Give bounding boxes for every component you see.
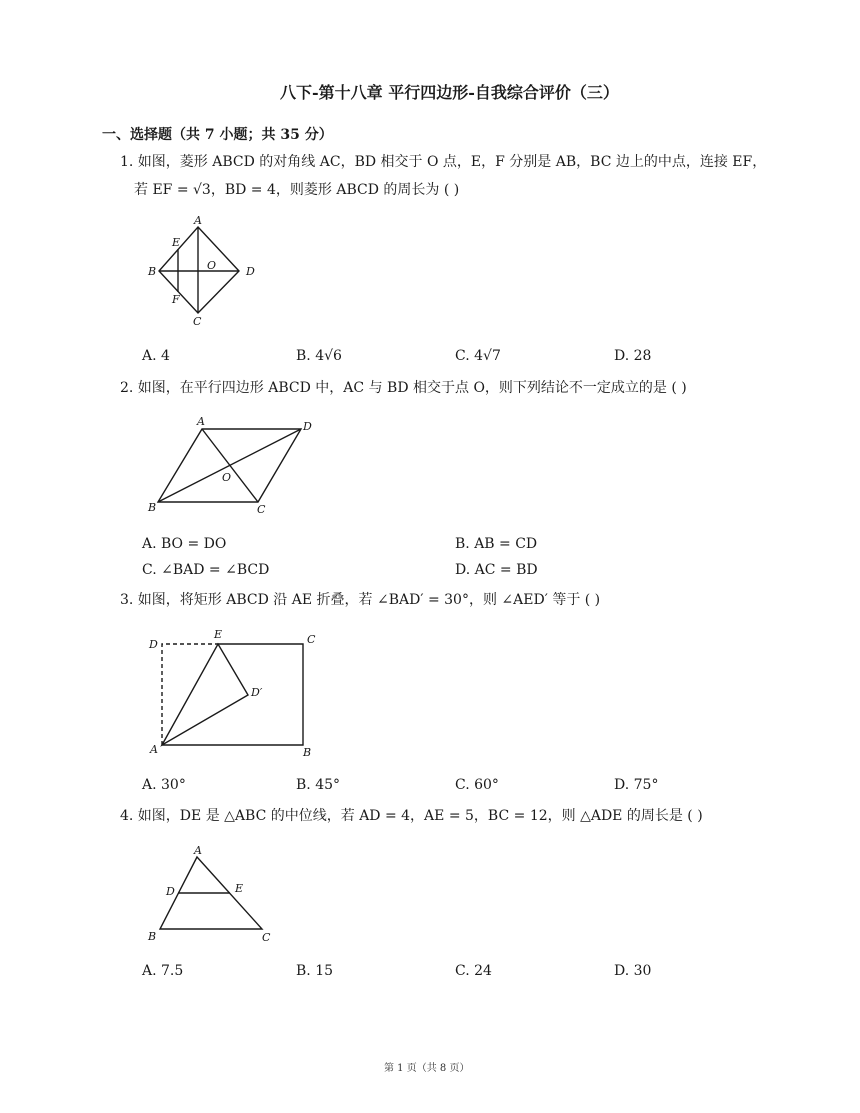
label-a: A: [150, 743, 158, 756]
question-4-text: 4. 如图，DE 是 △ABC 的中位线，若 AD = 4，AE = 5，BC = 12，则 △ADE 的周长是 ( ): [120, 808, 703, 824]
label-f: F: [172, 293, 180, 306]
label-b: B: [303, 746, 312, 759]
label-d-prime: D′: [251, 686, 263, 699]
rectangle-remaining: [162, 644, 303, 745]
question-1-option-c[interactable]: C. 4√7: [455, 348, 501, 364]
question-2-option-a[interactable]: A. BO = DO: [142, 536, 227, 552]
label-b: B: [148, 265, 157, 278]
page-footer: 第 1 页（共 8 页）: [384, 1063, 470, 1074]
question-2-figure: [140, 410, 330, 520]
question-3-text: 3. 如图，将矩形 ABCD 沿 AE 折叠，若 ∠BAD′ = 30°，则 ∠AED′ 等于 ( ): [120, 592, 601, 608]
label-a: A: [194, 844, 202, 857]
label-c: C: [262, 931, 271, 944]
question-3-option-d[interactable]: D. 75°: [614, 777, 659, 793]
question-3-figure: [140, 624, 330, 759]
question-1-option-d[interactable]: D. 28: [614, 348, 652, 364]
question-1-option-a[interactable]: A. 4: [142, 348, 170, 364]
question-4-option-b[interactable]: B. 15: [296, 963, 334, 979]
question-1-option-b[interactable]: B. 4√6: [296, 348, 342, 364]
question-4-figure: [140, 842, 290, 947]
question-4-option-c[interactable]: C. 24: [455, 963, 492, 979]
question-1-text-line1: 1. 如图，菱形 ABCD 的对角线 AC，BD 相交于 O 点，E，F 分别是 AB，BC 边上的中点，连接 EF，: [120, 154, 767, 170]
question-2-option-d[interactable]: D. AC = BD: [455, 562, 538, 578]
question-2-option-c[interactable]: C. ∠BAD = ∠BCD: [142, 562, 270, 578]
section-heading: 一、选择题（共 7 小题；共 35 分）: [102, 127, 333, 143]
label-o: O: [207, 259, 217, 272]
question-3-option-b[interactable]: B. 45°: [296, 777, 341, 793]
label-d: D: [246, 265, 255, 278]
label-a: A: [194, 214, 202, 227]
label-d: D: [303, 420, 312, 433]
question-1-figure: [140, 212, 270, 332]
rhombus-abcd: [159, 227, 239, 313]
question-4-option-a[interactable]: A. 7.5: [142, 963, 184, 979]
label-d: D: [166, 885, 175, 898]
question-4-option-d[interactable]: D. 30: [614, 963, 652, 979]
label-a: A: [197, 415, 205, 428]
question-1-text-line2: 若 EF = √3，BD = 4，则菱形 ABCD 的周长为 ( ): [134, 182, 460, 198]
label-b: B: [148, 930, 157, 943]
label-c: C: [257, 503, 266, 516]
question-3-option-c[interactable]: C. 60°: [455, 777, 499, 793]
label-e: E: [235, 882, 244, 895]
label-c: C: [193, 315, 202, 328]
question-3-option-a[interactable]: A. 30°: [142, 777, 186, 793]
label-o: O: [222, 471, 232, 484]
page-title: 八下-第十八章 平行四边形-自我综合评价（三）: [280, 83, 619, 102]
question-2-text: 2. 如图，在平行四边形 ABCD 中，AC 与 BD 相交于点 O，则下列结论不一定成立的是 ( ): [120, 380, 687, 396]
label-c: C: [307, 633, 316, 646]
label-b: B: [148, 501, 157, 514]
label-d: D: [149, 638, 158, 651]
question-2-option-b[interactable]: B. AB = CD: [455, 536, 538, 552]
label-e: E: [214, 628, 223, 641]
folded-triangle: [162, 644, 248, 745]
label-e: E: [172, 236, 181, 249]
